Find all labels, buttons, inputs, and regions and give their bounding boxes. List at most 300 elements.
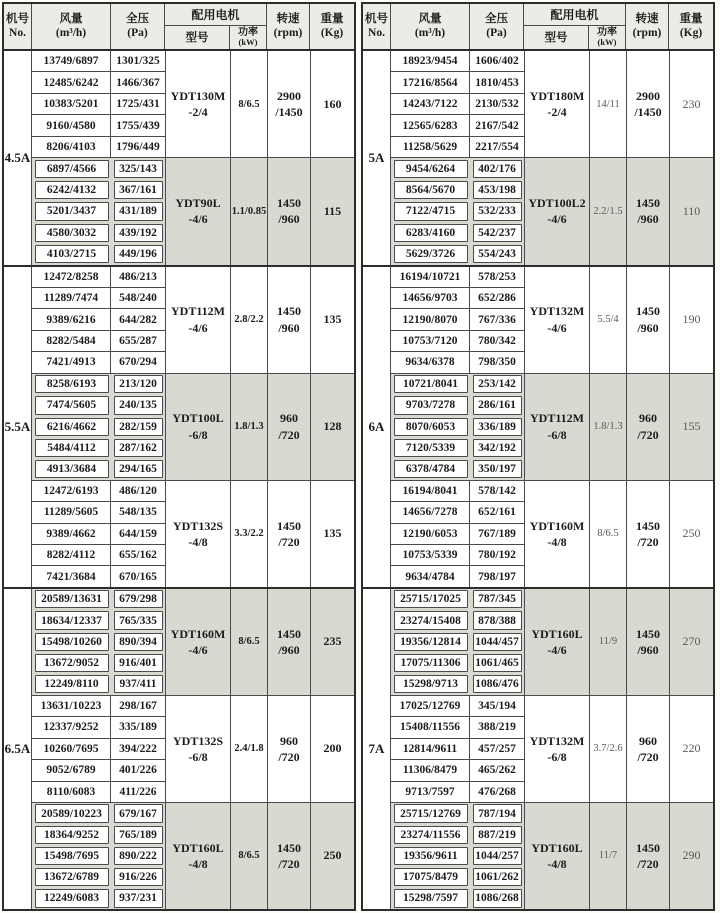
flow-cell-text: 11306/8479	[402, 764, 458, 777]
header-cell-machine-no	[4, 4, 32, 49]
header-cell-weight-text: 重量	[320, 12, 344, 25]
pressure-stack	[111, 481, 165, 587]
pressure-cell-text: 411/226	[119, 785, 157, 798]
flow-cell-text: 7421/4913	[46, 356, 96, 369]
pressure-stack	[470, 481, 524, 587]
motor-model-cell-text: YDT160L	[531, 626, 583, 641]
header-cell-model-text: 型号	[185, 32, 209, 45]
pressure-cell	[111, 115, 165, 136]
motor-power-cell-text: 5.5/4	[597, 314, 619, 326]
header-cell-speed-text: (rpm)	[632, 26, 662, 39]
pressure-cell	[114, 847, 163, 865]
pressure-cell	[473, 868, 522, 886]
flow-cell	[32, 51, 111, 72]
pressure-cell-text: 670/294	[119, 356, 157, 369]
speed-cell-text: /960	[278, 642, 300, 657]
motor-model-cell-text: -4/6	[188, 212, 208, 227]
flow-cell-text: 5629/3726	[405, 247, 456, 260]
weight-cell	[669, 481, 713, 587]
power-label-text: 功率	[597, 26, 617, 38]
motor-power-cell	[589, 267, 626, 373]
pressure-cell-text: 253/142	[478, 378, 516, 391]
spec-band	[391, 374, 713, 481]
pressure-cell	[470, 267, 524, 288]
flow-cell-text: 12190/6053	[402, 527, 458, 540]
flow-cell-text: 6242/4132	[46, 184, 97, 197]
flow-cell	[35, 889, 109, 907]
motor-power-cell-text: 11/9	[598, 636, 618, 648]
flow-cell-text: 23274/15408	[400, 614, 461, 627]
weight-cell-text: 290	[682, 848, 701, 863]
pressure-cell	[470, 481, 524, 502]
pressure-cell	[111, 137, 165, 157]
motor-model-cell	[165, 267, 230, 373]
speed-cell-text: 2900	[636, 88, 660, 103]
header-motor-subrow	[165, 26, 266, 49]
pressure-cell	[111, 760, 165, 781]
pressure-cell-text: 644/159	[119, 527, 157, 540]
header-cell-weight	[310, 4, 354, 49]
motor-model-cell	[524, 374, 589, 480]
motor-model-cell	[524, 267, 589, 373]
pressure-cell-text: 1086/476	[475, 678, 519, 691]
spec-band	[391, 267, 713, 374]
pressure-cell	[470, 502, 524, 523]
flow-cell-text: 11258/5629	[402, 141, 458, 154]
motor-power-cell-text: 14/11	[596, 98, 620, 110]
header-cell-motor-text: 配用电机	[550, 7, 599, 22]
fan-group	[363, 267, 713, 589]
flow-cell-text: 16194/10721	[399, 270, 461, 283]
motor-power-cell	[230, 51, 267, 157]
motor-power-cell-text: 2.8/2.2	[234, 314, 264, 326]
motor-power-cell-text: 2.2/1.5	[593, 205, 623, 217]
flow-cell	[394, 202, 468, 220]
flow-cell-text: 6283/4160	[405, 226, 456, 239]
motor-model-cell-text: YDT100L2	[528, 196, 586, 211]
pressure-cell-text: 439/192	[119, 226, 157, 239]
flow-cell	[394, 611, 468, 629]
pressure-cell-text: 532/233	[478, 205, 516, 218]
motor-model-cell-text: -6/8	[547, 427, 567, 442]
spec-band	[391, 696, 713, 803]
pressure-cell	[111, 739, 165, 760]
flow-cell	[32, 696, 111, 717]
weight-cell-text: 110	[682, 203, 701, 218]
pressure-cell-text: 388/219	[478, 721, 516, 734]
motor-power-cell	[230, 481, 267, 587]
flow-cell	[35, 224, 109, 242]
pressure-cell	[473, 633, 522, 651]
flow-cell	[35, 202, 109, 220]
flow-cell	[394, 675, 468, 693]
speed-cell-text: /960	[637, 320, 659, 335]
header-cell-machine-no-text: No.	[9, 26, 26, 39]
flow-cell-text: 5484/4112	[47, 441, 96, 454]
flow-cell	[35, 826, 109, 844]
flow-cell	[394, 245, 468, 263]
flow-stack	[391, 696, 470, 802]
motor-power-cell-text: 1.1/0.85	[231, 205, 267, 217]
flow-cell	[394, 847, 468, 865]
flow-cell-text: 7421/3684	[46, 570, 96, 583]
pressure-cell	[470, 288, 524, 309]
flow-cell-text: 8282/5484	[46, 334, 96, 347]
power-label-text: 功率	[238, 26, 258, 38]
spec-band	[32, 589, 354, 696]
motor-model-cell	[165, 803, 230, 909]
flow-cell-text: 6897/4566	[46, 162, 97, 175]
header-cell-pressure-text: 全压	[126, 12, 149, 25]
pressure-cell-text: 286/161	[478, 399, 516, 412]
flow-cell-text: 12485/6242	[43, 76, 99, 89]
pressure-cell	[473, 847, 522, 865]
motor-model-cell	[165, 589, 230, 695]
speed-cell-text: /720	[637, 427, 659, 442]
header-cell-model	[524, 26, 589, 49]
motor-model-cell-text: -4/6	[188, 642, 208, 657]
machine-no-text: 5A	[368, 149, 385, 165]
weight-cell	[310, 158, 354, 264]
band-column	[32, 589, 354, 909]
flow-cell-text: 19356/9611	[403, 849, 458, 862]
pressure-cell	[470, 94, 524, 115]
pressure-cell-text: 890/222	[119, 849, 157, 862]
pressure-cell-text: 457/257	[478, 742, 516, 755]
flow-cell	[394, 826, 468, 844]
pressure-cell	[470, 782, 524, 802]
pressure-cell-text: 798/197	[478, 570, 516, 583]
speed-cell-text: /960	[278, 212, 300, 227]
flow-cell-text: 9634/4784	[405, 570, 455, 583]
pressure-cell	[470, 331, 524, 352]
pressure-cell	[473, 460, 522, 478]
flow-cell	[391, 481, 470, 502]
flow-stack	[32, 696, 111, 802]
pressure-cell-text: 1301/325	[116, 55, 160, 68]
header-cell-speed-text: 转速	[635, 12, 659, 25]
speed-cell	[626, 803, 669, 909]
flow-cell	[35, 675, 109, 693]
pressure-cell-text: 937/411	[119, 678, 157, 691]
band-column	[391, 589, 713, 909]
flow-cell-text: 11289/7474	[43, 292, 99, 305]
weight-cell-text: 115	[323, 203, 342, 218]
speed-cell-text: /1450	[275, 105, 303, 120]
flow-cell-text: 20589/10223	[41, 807, 102, 820]
speed-cell	[267, 589, 310, 695]
speed-cell-text: 1450	[277, 518, 301, 533]
pressure-cell-text: 1606/402	[475, 55, 519, 68]
spec-table-right	[361, 2, 715, 911]
flow-cell	[391, 717, 470, 738]
flow-cell	[32, 267, 111, 288]
pressure-cell-text: 679/298	[119, 593, 157, 606]
speed-cell-text: 1450	[277, 626, 301, 641]
flow-cell-text: 15298/7597	[403, 892, 458, 905]
flow-cell	[391, 524, 470, 545]
pressure-cell	[470, 137, 524, 157]
flow-cell	[35, 804, 109, 822]
header-motor-block	[524, 4, 626, 49]
motor-power-cell-text: 8/6.5	[597, 528, 619, 540]
flow-cell	[35, 418, 109, 436]
weight-cell	[669, 803, 713, 909]
pressure-cell-text: 367/161	[119, 184, 157, 197]
motor-power-cell	[230, 267, 267, 373]
speed-cell	[626, 589, 669, 695]
weight-cell-text: 155	[682, 419, 701, 434]
pressure-cell-text: 335/189	[119, 721, 157, 734]
pressure-cell	[114, 889, 163, 907]
speed-cell	[626, 696, 669, 802]
motor-model-cell	[524, 51, 589, 157]
flow-cell	[394, 224, 468, 242]
spec-band	[32, 481, 354, 587]
pressure-cell-text: 1061/465	[475, 657, 519, 670]
speed-cell	[267, 158, 310, 264]
pressure-cell	[470, 739, 524, 760]
header-cell-power	[230, 26, 266, 49]
weight-cell-text: 270	[682, 634, 701, 649]
flow-cell-text: 17216/8564	[402, 76, 458, 89]
flow-cell	[32, 288, 111, 309]
pressure-cell	[114, 654, 163, 672]
flow-cell-text: 17025/12769	[399, 700, 461, 713]
motor-power-cell-text: 8/6.5	[238, 850, 260, 862]
flow-cell-text: 12472/6193	[43, 484, 99, 497]
power-unit-label-text: (kW)	[597, 37, 617, 48]
pressure-cell-text: 767/189	[478, 527, 516, 540]
pressure-cell	[114, 590, 163, 608]
pressure-cell-text: 548/135	[119, 506, 157, 519]
flow-cell	[35, 460, 109, 478]
header-cell-machine-no	[363, 4, 391, 49]
flow-cell-text: 4580/3032	[46, 226, 97, 239]
header-cell-motor	[165, 4, 266, 26]
pressure-cell	[114, 868, 163, 886]
weight-cell-text: 220	[682, 741, 701, 756]
flow-cell-text: 4103/2715	[46, 247, 97, 260]
motor-model-cell-text: YDT180M	[529, 88, 585, 103]
flow-cell-text: 10260/7695	[43, 742, 99, 755]
weight-cell	[669, 374, 713, 480]
flow-cell	[394, 375, 468, 393]
speed-cell	[267, 51, 310, 157]
pressure-cell	[470, 717, 524, 738]
flow-cell-text: 20589/13631	[41, 593, 102, 606]
pressure-cell	[473, 590, 522, 608]
spec-band	[391, 481, 713, 587]
pressure-cell-text: 578/142	[478, 484, 516, 497]
pressure-cell	[111, 51, 165, 72]
pressure-cell-text: 2217/554	[475, 141, 519, 154]
flow-cell	[391, 309, 470, 330]
pressure-cell	[470, 352, 524, 372]
pressure-cell-text: 298/167	[119, 700, 157, 713]
machine-no-text: 6.5A	[4, 740, 31, 756]
pressure-cell	[473, 439, 522, 457]
spec-band	[32, 374, 354, 481]
motor-power-cell-text: 3.3/2.2	[234, 528, 264, 540]
flow-cell	[35, 654, 109, 672]
flow-cell	[32, 352, 111, 372]
weight-cell	[310, 51, 354, 157]
flow-cell	[391, 137, 470, 157]
weight-cell-text: 235	[323, 634, 342, 649]
machine-no	[4, 589, 32, 909]
band-column	[391, 267, 713, 587]
flow-cell-text: 9389/6216	[46, 313, 96, 326]
pressure-cell-text: 282/159	[119, 420, 157, 433]
flow-cell	[32, 739, 111, 760]
header-cell-flow	[391, 4, 470, 49]
fan-group	[4, 267, 354, 589]
flow-stack	[32, 158, 111, 264]
pressure-cell-text: 287/162	[119, 441, 157, 454]
weight-cell-text: 190	[682, 312, 701, 327]
band-column	[32, 51, 354, 265]
motor-power-cell-text: 8/6.5	[238, 636, 260, 648]
header-cell-flow-text: 风量	[59, 12, 83, 25]
flow-stack	[32, 589, 111, 695]
pressure-cell	[114, 611, 163, 629]
pressure-cell-text: 1796/449	[116, 141, 160, 154]
power-unit-label	[598, 38, 617, 47]
pressure-stack	[111, 158, 165, 264]
header-cell-model	[165, 26, 230, 49]
header-cell-motor	[524, 4, 625, 26]
weight-cell-text: 135	[323, 526, 342, 541]
flow-cell	[35, 245, 109, 263]
flow-cell	[35, 181, 109, 199]
flow-cell	[32, 481, 111, 502]
flow-cell-text: 18923/9454	[402, 55, 458, 68]
flow-cell	[35, 633, 109, 651]
header-cell-machine-no-text: No.	[368, 26, 385, 39]
motor-model-cell	[165, 481, 230, 587]
pressure-cell	[114, 245, 163, 263]
header-motor-subrow	[524, 26, 625, 49]
flow-cell-text: 8564/5670	[405, 184, 456, 197]
motor-model-cell-text: -2/4	[547, 105, 567, 120]
header-cell-speed	[267, 4, 310, 49]
machine-no-text: 6A	[368, 418, 385, 434]
flow-cell-text: 10753/7120	[402, 334, 458, 347]
speed-cell-text: /960	[637, 642, 659, 657]
motor-power-cell	[589, 696, 626, 802]
flow-cell	[394, 654, 468, 672]
header-motor-block	[165, 4, 267, 49]
pressure-cell-text: 465/262	[478, 764, 516, 777]
pressure-stack	[111, 589, 165, 695]
pressure-cell-text: 449/196	[119, 247, 157, 260]
pressure-stack	[111, 803, 165, 909]
flow-cell-text: 12814/9611	[402, 742, 458, 755]
motor-model-cell	[524, 696, 589, 802]
pressure-stack	[470, 696, 524, 802]
table-body	[363, 51, 713, 909]
flow-cell-text: 25715/17025	[400, 593, 461, 606]
pressure-cell-text: 486/213	[119, 270, 157, 283]
pressure-cell-text: 402/176	[478, 162, 516, 175]
pressure-cell-text: 787/194	[478, 807, 516, 820]
speed-cell-text: 960	[639, 411, 657, 426]
speed-cell-text: 1450	[277, 196, 301, 211]
weight-cell	[310, 481, 354, 587]
motor-model-cell-text: YDT112M	[171, 304, 225, 319]
flow-stack	[391, 481, 470, 587]
machine-no	[4, 51, 32, 265]
flow-cell-text: 13672/9052	[44, 657, 99, 670]
flow-cell	[35, 611, 109, 629]
motor-model-cell-text: -4/6	[547, 642, 567, 657]
spec-band	[391, 51, 713, 158]
pressure-stack	[111, 374, 165, 480]
flow-cell-text: 8206/4103	[46, 141, 96, 154]
header-cell-pressure-text: (Pa)	[127, 26, 148, 39]
flow-cell	[32, 72, 111, 93]
motor-power-cell	[230, 158, 267, 264]
spec-band	[32, 158, 354, 264]
pressure-cell	[473, 224, 522, 242]
motor-model-cell-text: YDT160L	[172, 840, 224, 855]
motor-model-cell	[165, 696, 230, 802]
spec-band	[32, 267, 354, 374]
machine-no-text: 7A	[368, 740, 385, 756]
speed-cell-text: /960	[278, 320, 300, 335]
flow-cell	[32, 94, 111, 115]
pressure-cell	[473, 826, 522, 844]
speed-cell	[267, 267, 310, 373]
pressure-cell	[114, 418, 163, 436]
flow-cell-text: 15298/9713	[403, 678, 458, 691]
flow-cell	[391, 115, 470, 136]
flow-cell	[394, 418, 468, 436]
motor-model-cell-text: -6/8	[547, 749, 567, 764]
motor-power-cell-text: 1.8/1.3	[593, 421, 623, 433]
motor-model-cell-text: -4/8	[188, 856, 208, 871]
flow-cell-text: 25715/12769	[400, 807, 461, 820]
pressure-cell-text: 431/189	[119, 205, 157, 218]
motor-model-cell-text: YDT160L	[531, 840, 583, 855]
flow-cell-text: 7474/5605	[46, 399, 97, 412]
flow-cell	[32, 782, 111, 802]
flow-cell	[391, 288, 470, 309]
flow-cell-text: 17075/8479	[403, 871, 458, 884]
weight-cell	[669, 158, 713, 264]
pressure-cell	[111, 94, 165, 115]
header-cell-flow	[32, 4, 111, 49]
pressure-cell	[114, 202, 163, 220]
pressure-cell	[111, 481, 165, 502]
flow-cell-text: 14656/7278	[402, 506, 458, 519]
motor-model-cell-text: -6/8	[188, 749, 208, 764]
pressure-cell	[111, 696, 165, 717]
spec-band	[32, 696, 354, 803]
motor-power-cell-text: 8/6.5	[238, 98, 260, 110]
speed-cell	[267, 374, 310, 480]
flow-cell-text: 7122/4715	[405, 205, 456, 218]
speed-cell-text: 960	[639, 733, 657, 748]
pressure-cell-text: 937/231	[119, 892, 157, 905]
flow-cell	[35, 590, 109, 608]
flow-stack	[32, 51, 111, 157]
flow-cell-text: 9389/4662	[46, 527, 96, 540]
header-cell-machine-no-text: 机号	[6, 12, 29, 25]
speed-cell-text: /720	[278, 749, 300, 764]
machine-no	[363, 589, 391, 909]
